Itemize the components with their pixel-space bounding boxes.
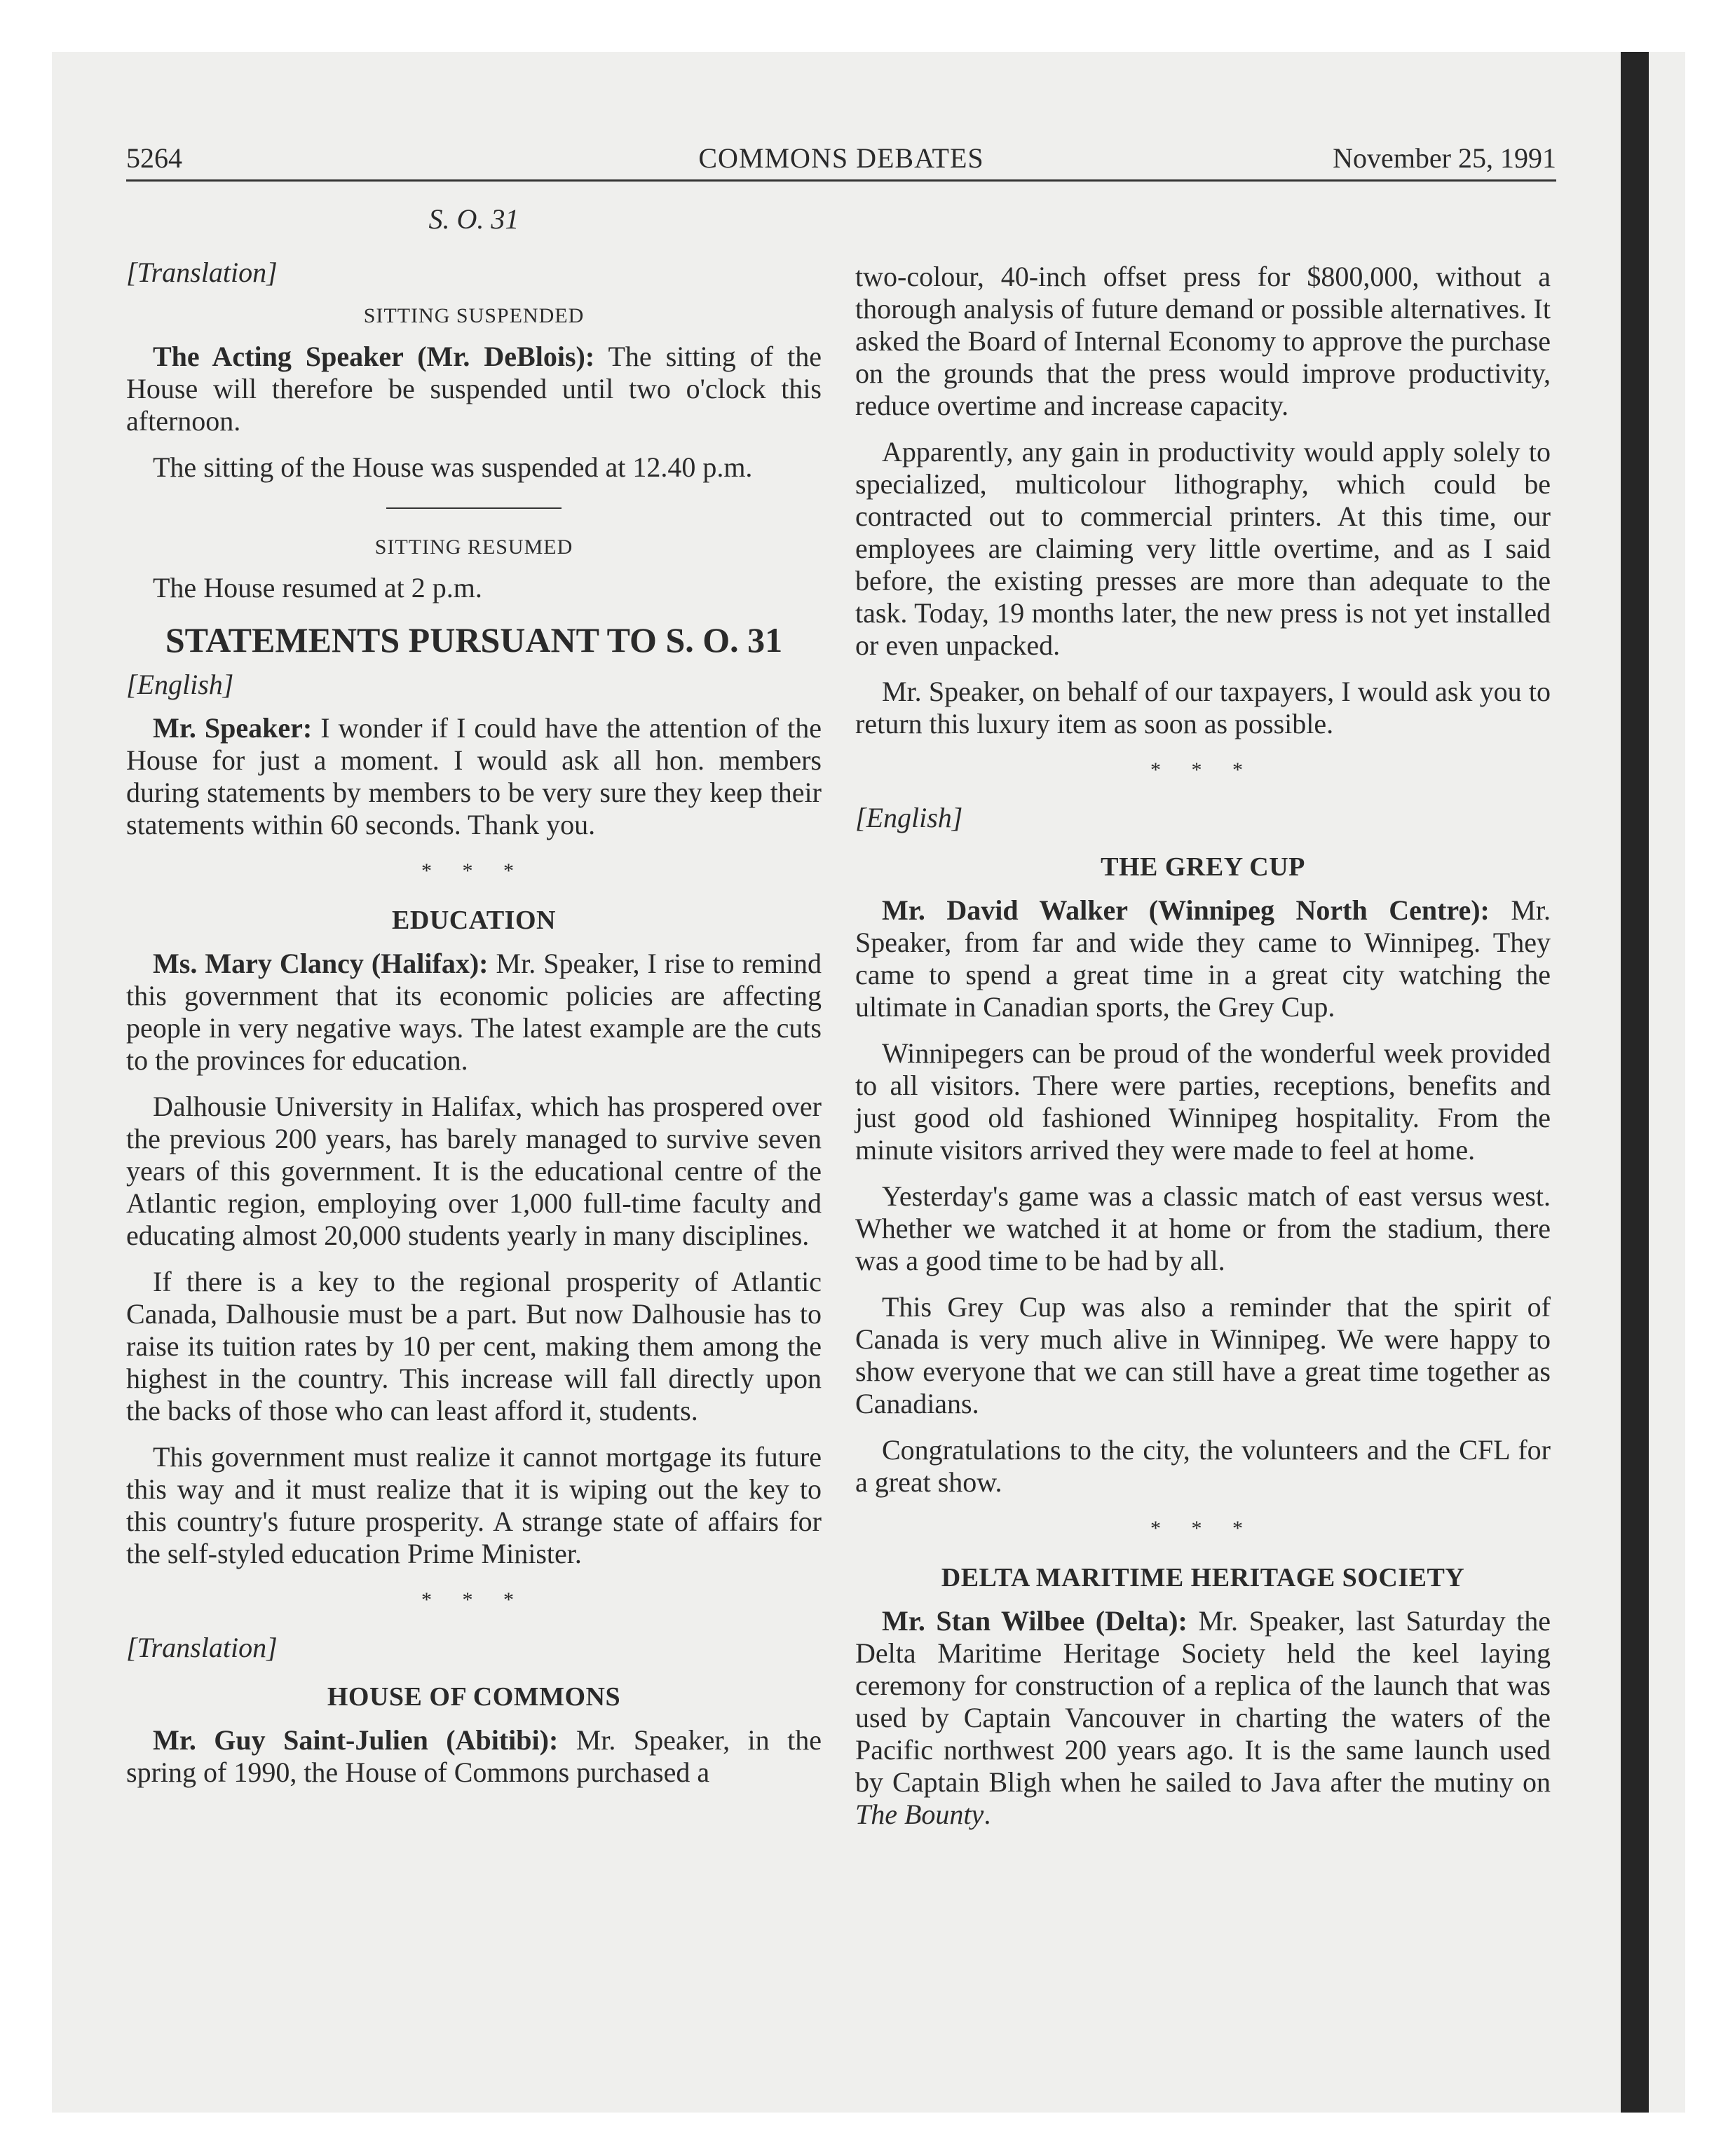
speaker-name: Mr. Guy Saint-Julien (Abitibi): xyxy=(153,1724,559,1756)
speaker-name: The Acting Speaker (Mr. DeBlois): xyxy=(153,341,595,372)
section-separator: * * * xyxy=(421,1588,526,1611)
scan-edge xyxy=(1621,52,1649,2113)
commons-paragraph-3: Mr. Speaker, on behalf of our taxpayers, I would ask you to return this luxury item as soon as possible. xyxy=(855,676,1551,739)
education-paragraph-3: If there is a key to the regional prosperity of Atlantic Canada, Dalhousie must be a part. But now Dalhousie has to raise its tuition rates by 10 per cent, making them among the highest in the country. This increase will fall directly upon the backs of those who can least afford it, students. xyxy=(126,1266,822,1426)
speaker-paragraph xyxy=(126,712,822,841)
speech-text: I wonder if I could have the attention of the House for just a moment. I would ask all hon. members during statements by members to be very sure they keep their statements within 60 seconds. Thank you. xyxy=(126,712,822,840)
walker-paragraph xyxy=(855,894,1551,1023)
sentence-end: . xyxy=(984,1799,991,1830)
grey-cup-paragraph-2: Winnipegers can be proud of the wonderful week provided to all visitors. There were parties, receptions, benefits and just good old fashioned Winnipeg hospitality. From the minute visitors arrived they were made to feel at home. xyxy=(855,1037,1551,1166)
speech-text: Mr. Speaker, in the spring of 1990, the House of Commons purchased a xyxy=(126,1724,822,1788)
speaker-name: Mr. Speaker: xyxy=(153,712,313,744)
english-tag: [English] xyxy=(126,669,234,700)
section-separator: * * * xyxy=(421,859,526,882)
grey-cup-paragraph-3: Yesterday's game was a classic match of east versus west. Whether we watched it at home or from the stadium, there was a good time to be had by all. xyxy=(855,1180,1551,1276)
section-separator: * * * xyxy=(1150,758,1256,782)
speech-text: Mr. Speaker, from far and wide they came to Winnipeg. They came to spend a great time in a great city watching the ultimate in Canadian sports, the Grey Cup. xyxy=(855,894,1551,1023)
section-separator: * * * xyxy=(1150,1517,1256,1540)
speaker-name: Mr. David Walker (Winnipeg North Centre): xyxy=(882,894,1490,926)
page-number: 5264 xyxy=(126,142,182,174)
grey-cup-paragraph-4: This Grey Cup was also a reminder that the spirit of Canada is very much alive in Winnipeg. We were happy to show everyone that we can still have a great time together as Canadians. xyxy=(855,1291,1551,1419)
english-tag: [English] xyxy=(855,802,963,833)
publication-date: November 25, 1991 xyxy=(1333,142,1556,174)
translation-tag-2: [Translation] xyxy=(126,1632,278,1663)
statements-heading: STATEMENTS PURSUANT TO S. O. 31 xyxy=(165,620,783,660)
left-column xyxy=(126,203,822,1803)
publication-title: COMMONS DEBATES xyxy=(698,142,984,174)
suspended-note: The sitting of the House was suspended at 12.40 p.m. xyxy=(153,451,753,483)
speech-text: The sitting of the House will therefore be suspended until two o'clock this afternoon. xyxy=(126,341,822,437)
commons-paragraph-2: Apparently, any gain in productivity would apply solely to specialized, multicolour lithography, which could be contracted out to commercial printers. At this time, our employees are claiming very little overtime, and as I said before, the existing presses are more than adequate to the task. Today, 19 months later, the new press is not yet installed or even unpacked. xyxy=(855,436,1551,661)
education-paragraph-4: This government must realize it cannot mortgage its future this way and it must realize that it is wiping out the key to this country's future prosperity. A strange state of affairs for the self-styled education Prime Minister. xyxy=(126,1441,822,1569)
grey-cup-heading: THE GREY CUP xyxy=(1101,852,1305,882)
clancy-paragraph xyxy=(126,948,822,1077)
saint-julien-paragraph xyxy=(126,1724,822,1789)
speaker-name: Ms. Mary Clancy (Halifax): xyxy=(153,948,489,979)
grey-cup-paragraph-5: Congratulations to the city, the volunteers and the CFL for a great show. xyxy=(855,1434,1551,1498)
commons-heading: HOUSE OF COMMONS xyxy=(327,1682,621,1712)
education-paragraph-2: Dalhousie University in Halifax, which has prospered over the previous 200 years, has barely managed to survive seven years of this government. It is the educational centre of the Atlantic region, employing over 1,000 full-time faculty and educating almost 20,000 students yearly in many disciplines. xyxy=(126,1091,822,1251)
so-label: S. O. 31 xyxy=(428,203,519,235)
sitting-resumed-heading: SITTING RESUMED xyxy=(374,535,573,559)
ship-name: The Bounty xyxy=(855,1799,984,1830)
translation-tag: [Translation] xyxy=(126,257,278,288)
speech-text: Mr. Speaker, last Saturday the Delta Maritime Heritage Society held the keel laying ceremony for construction of a replica of the launch that was used by Captain Vancouver in charting the waters of the Pacific northwest 200 years ago. It is the same launch used by Captain Bligh when he sailed to Java after the mutiny on xyxy=(855,1605,1551,1798)
speaker-name: Mr. Stan Wilbee (Delta): xyxy=(882,1605,1188,1637)
right-column xyxy=(855,261,1551,1845)
acting-speaker-paragraph xyxy=(126,341,822,437)
wilbee-paragraph xyxy=(855,1605,1551,1831)
commons-paragraph-1: two-colour, 40-inch offset press for $800,000, without a thorough analysis of future demand or possible alternatives. It asked the Board of Internal Economy to approve the purchase on the grounds that the press would improve productivity, reduce overtime and increase capacity. xyxy=(855,261,1551,421)
education-heading: EDUCATION xyxy=(392,906,556,935)
page-header xyxy=(126,137,1556,182)
section-divider xyxy=(386,507,562,509)
resumed-note: The House resumed at 2 p.m. xyxy=(153,572,482,603)
delta-heading: DELTA MARITIME HERITAGE SOCIETY xyxy=(941,1563,1465,1592)
sitting-suspended-heading: SITTING SUSPENDED xyxy=(363,304,585,327)
speech-text: Mr. Speaker, I rise to remind this government that its economic policies are affecting people in very negative ways. The latest example are the cuts to the provinces for education. xyxy=(126,948,822,1076)
